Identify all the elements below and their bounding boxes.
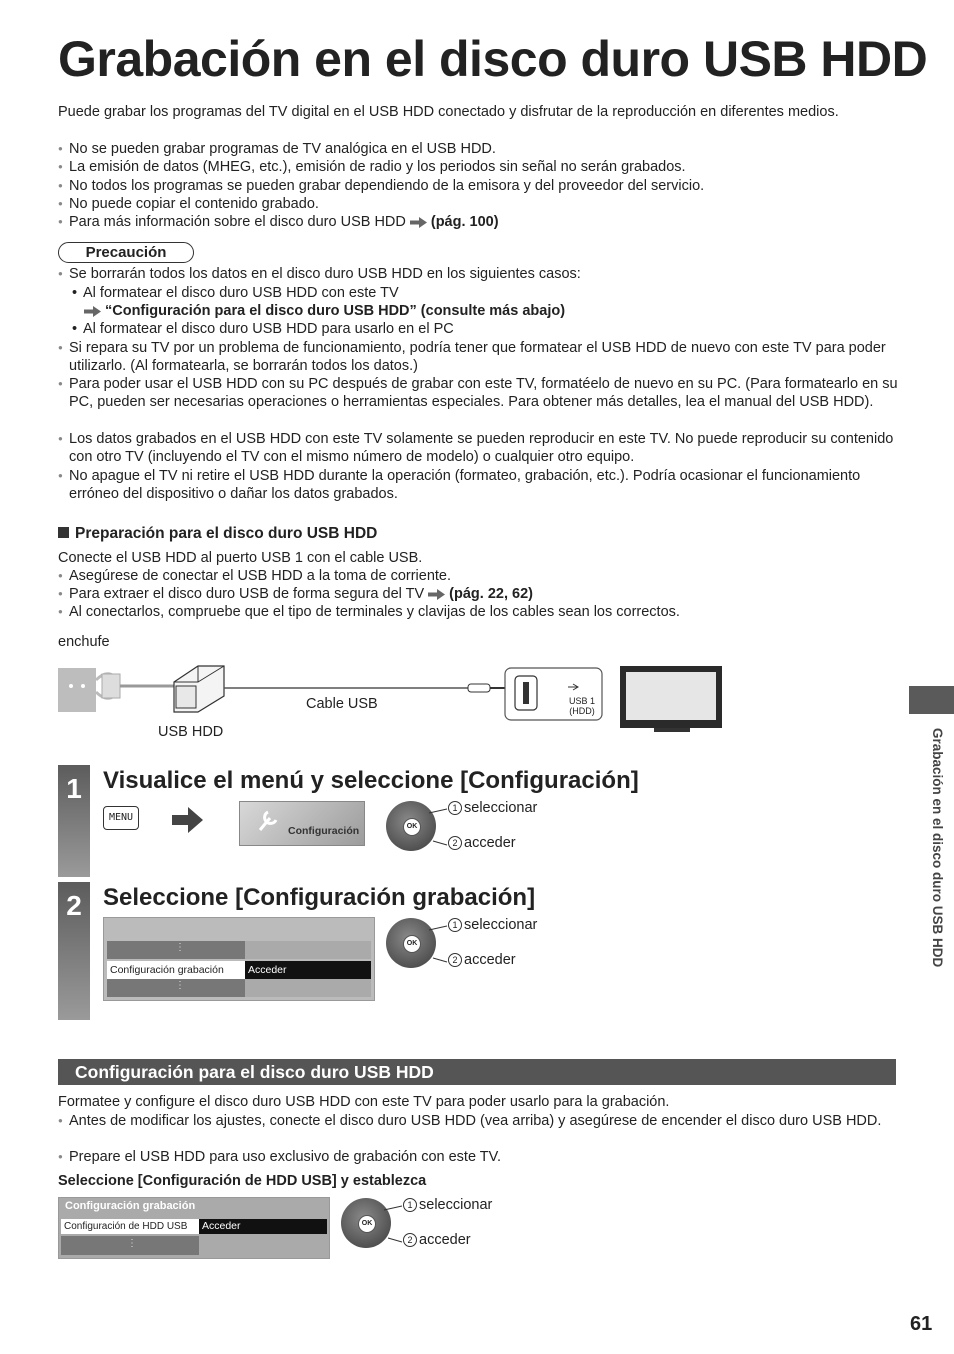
page-reference-link[interactable]: (pág. 100): [430, 214, 499, 230]
square-icon: [58, 527, 69, 538]
section-reference-link[interactable]: “Configuración para el disco duro USB HDD” (consulte más abajo): [105, 303, 566, 319]
side-tab-marker: [909, 686, 954, 714]
prep-bullet: ● Asegúrese de conectar el USB HDD a la toma de corriente.: [58, 567, 898, 585]
config-text: Formatee y configure el disco duro USB HDD con este TV para poder usarlo para la grabación.: [58, 1094, 670, 1110]
usb-port-label: [567, 696, 597, 716]
circled-one-icon: 1: [448, 801, 462, 815]
config-bullet: ● Antes de modificar los ajustes, conecte el disco duro USB HDD (vea arriba) y asegúrese de encender el disco duro USB HDD.: [58, 1112, 898, 1130]
intro-bullet: ● No puede copiar el contenido grabado.: [58, 195, 898, 213]
caution-sub-item: • Al formatear el disco duro USB HDD con este TV: [72, 284, 892, 302]
page-title: Grabación en el disco duro USB HDD: [58, 31, 928, 87]
menu-row-value[interactable]: Acceder: [199, 1219, 327, 1234]
caution-sub-item: • Al formatear el disco duro USB HDD para usarlo en el PC: [72, 320, 892, 338]
select-label: seleccionar: [419, 1197, 493, 1213]
caution-ref: [84, 302, 565, 320]
caution-bullet: ● No apague el TV ni retire el USB HDD durante la operación (formateo, grabación, etc.). Podría ocasionar el funcionamiento erróneo del dispositivo o dañar los datos grabados.: [58, 467, 898, 504]
config-section-heading: Configuración para el disco duro USB HDD: [58, 1059, 896, 1085]
setup-menu-panel: [103, 917, 375, 1001]
menu-row-blank: ⋮: [107, 941, 245, 959]
usb-hdd-label: USB HDD: [158, 724, 224, 740]
intro-bullet-ref: [58, 213, 898, 231]
step1-title: Visualice el menú y seleccione [Configuración]: [103, 767, 639, 794]
step1-number: 1: [66, 773, 82, 804]
access-instruction: [403, 1232, 471, 1248]
config-instruction: Seleccione [Configuración de HDD USB] y establezca: [58, 1173, 427, 1189]
power-plug-icon: [102, 674, 120, 698]
circled-two-icon: 2: [448, 953, 462, 967]
prep-bullet: ● Al conectarlos, compruebe que el tipo de terminales y clavijas de los cables sean los correctos.: [58, 603, 898, 621]
access-instruction: [448, 952, 516, 968]
menu-button[interactable]: MENU: [103, 806, 139, 830]
ok-label: OK: [403, 818, 421, 836]
intro-text: Puede grabar los programas del TV digital en el USB HDD conectado y disfrutar de la reproducción en diferentes medios.: [58, 104, 839, 120]
select-instruction: [448, 917, 537, 933]
select-label: seleccionar: [464, 800, 538, 816]
wall-outlet-icon: [58, 668, 96, 712]
caution-bullet: ● Si repara su TV por un problema de funcionamiento, podría tener que formatear el USB HDD de nuevo con este TV para poder utilizarlo. (Al formatearla, se borrarán todos los datos.): [58, 339, 898, 376]
prep-ref-text: Para extraer el disco duro USB de forma segura del TV: [69, 586, 425, 602]
usb-cable-label: Cable USB: [306, 696, 378, 712]
side-tab-label: Grabación en el disco duro USB HDD: [930, 728, 945, 968]
arrow-icon: [428, 589, 445, 600]
circled-two-icon: 2: [448, 836, 462, 850]
prep-heading-text: Preparación para el disco duro USB HDD: [75, 525, 378, 542]
caution-bullet: ● Se borrarán todos los datos en el disco duro USB HDD en los siguientes casos:: [58, 265, 898, 283]
caution-bullet: ● Los datos grabados en el USB HDD con este TV solamente se pueden reproducir en este TV. No puede reproducir su contenido con otro TV (incluyendo el TV con el mismo número de modelo) o cualquier otro equipo.: [58, 430, 898, 467]
ok-label: OK: [358, 1215, 376, 1233]
prep-bullet-ref: [58, 585, 898, 603]
configuracion-menu-icon[interactable]: [239, 801, 365, 846]
access-label: acceder: [464, 952, 516, 968]
access-label: acceder: [464, 835, 516, 851]
intro-ref-text: Para más información sobre el disco duro USB HDD: [69, 214, 406, 230]
usb-port-name: USB 1: [568, 696, 595, 706]
arrow-icon: [84, 306, 101, 317]
circled-one-icon: 1: [448, 918, 462, 932]
step2-title: Seleccione [Configuración grabación]: [103, 884, 536, 911]
arrow-icon: [410, 217, 427, 228]
page-number: 61: [910, 1313, 933, 1335]
prep-heading: [58, 525, 377, 543]
menu-row-blank: ⋮: [61, 1236, 199, 1255]
access-label: acceder: [419, 1232, 471, 1248]
step2-number: 2: [66, 890, 82, 921]
circled-two-icon: 2: [403, 1233, 417, 1247]
usb-port-sub: (HDD): [569, 706, 595, 716]
select-instruction: [403, 1197, 492, 1213]
caution-label: Precaución: [58, 242, 194, 263]
intro-bullet: ● No se pueden grabar programas de TV analógica en el USB HDD.: [58, 140, 898, 158]
intro-bullet: ● No todos los programas se pueden grabar dependiendo de la emisora y del proveedor del servicio.: [58, 177, 898, 195]
plug-label: enchufe: [58, 634, 110, 650]
configuracion-label: Configuración: [288, 825, 360, 837]
wrench-icon: [256, 808, 280, 834]
recording-setup-panel: [58, 1197, 330, 1259]
caution-bullet: ● Para poder usar el USB HDD con su PC después de grabar con este TV, formatéelo de nuevo en su PC. (Para formatearlo en su PC, pueden ser necesarias operaciones o herramientas especiales. Para obtener más detalles, lea el manual del USB HDD).: [58, 375, 898, 412]
config-bullet: ● Prepare el USB HDD para uso exclusivo de grabación con este TV.: [58, 1148, 898, 1166]
usb-connector-icon: [468, 684, 490, 692]
select-instruction: [448, 800, 537, 816]
menu-row-label[interactable]: Configuración grabación: [107, 961, 245, 979]
page-reference-link[interactable]: (pág. 22, 62): [449, 586, 533, 602]
access-instruction: [448, 835, 516, 851]
intro-bullet: ● La emisión de datos (MHEG, etc.), emisión de radio y los periodos sin señal no serán grabados.: [58, 158, 898, 176]
menu-row-value[interactable]: Acceder: [245, 961, 371, 979]
circled-one-icon: 1: [403, 1198, 417, 1212]
arrow-right-icon: [172, 806, 204, 834]
select-label: seleccionar: [464, 917, 538, 933]
menu-row-label[interactable]: Configuración de HDD USB: [61, 1219, 199, 1234]
usb-hdd-device-icon: [174, 666, 224, 712]
ok-label: OK: [403, 935, 421, 953]
prep-text: Conecte el USB HDD al puerto USB 1 con el cable USB.: [58, 550, 423, 566]
panel-title: Configuración grabación: [65, 1200, 196, 1212]
menu-row-blank: ⋮: [107, 979, 245, 997]
